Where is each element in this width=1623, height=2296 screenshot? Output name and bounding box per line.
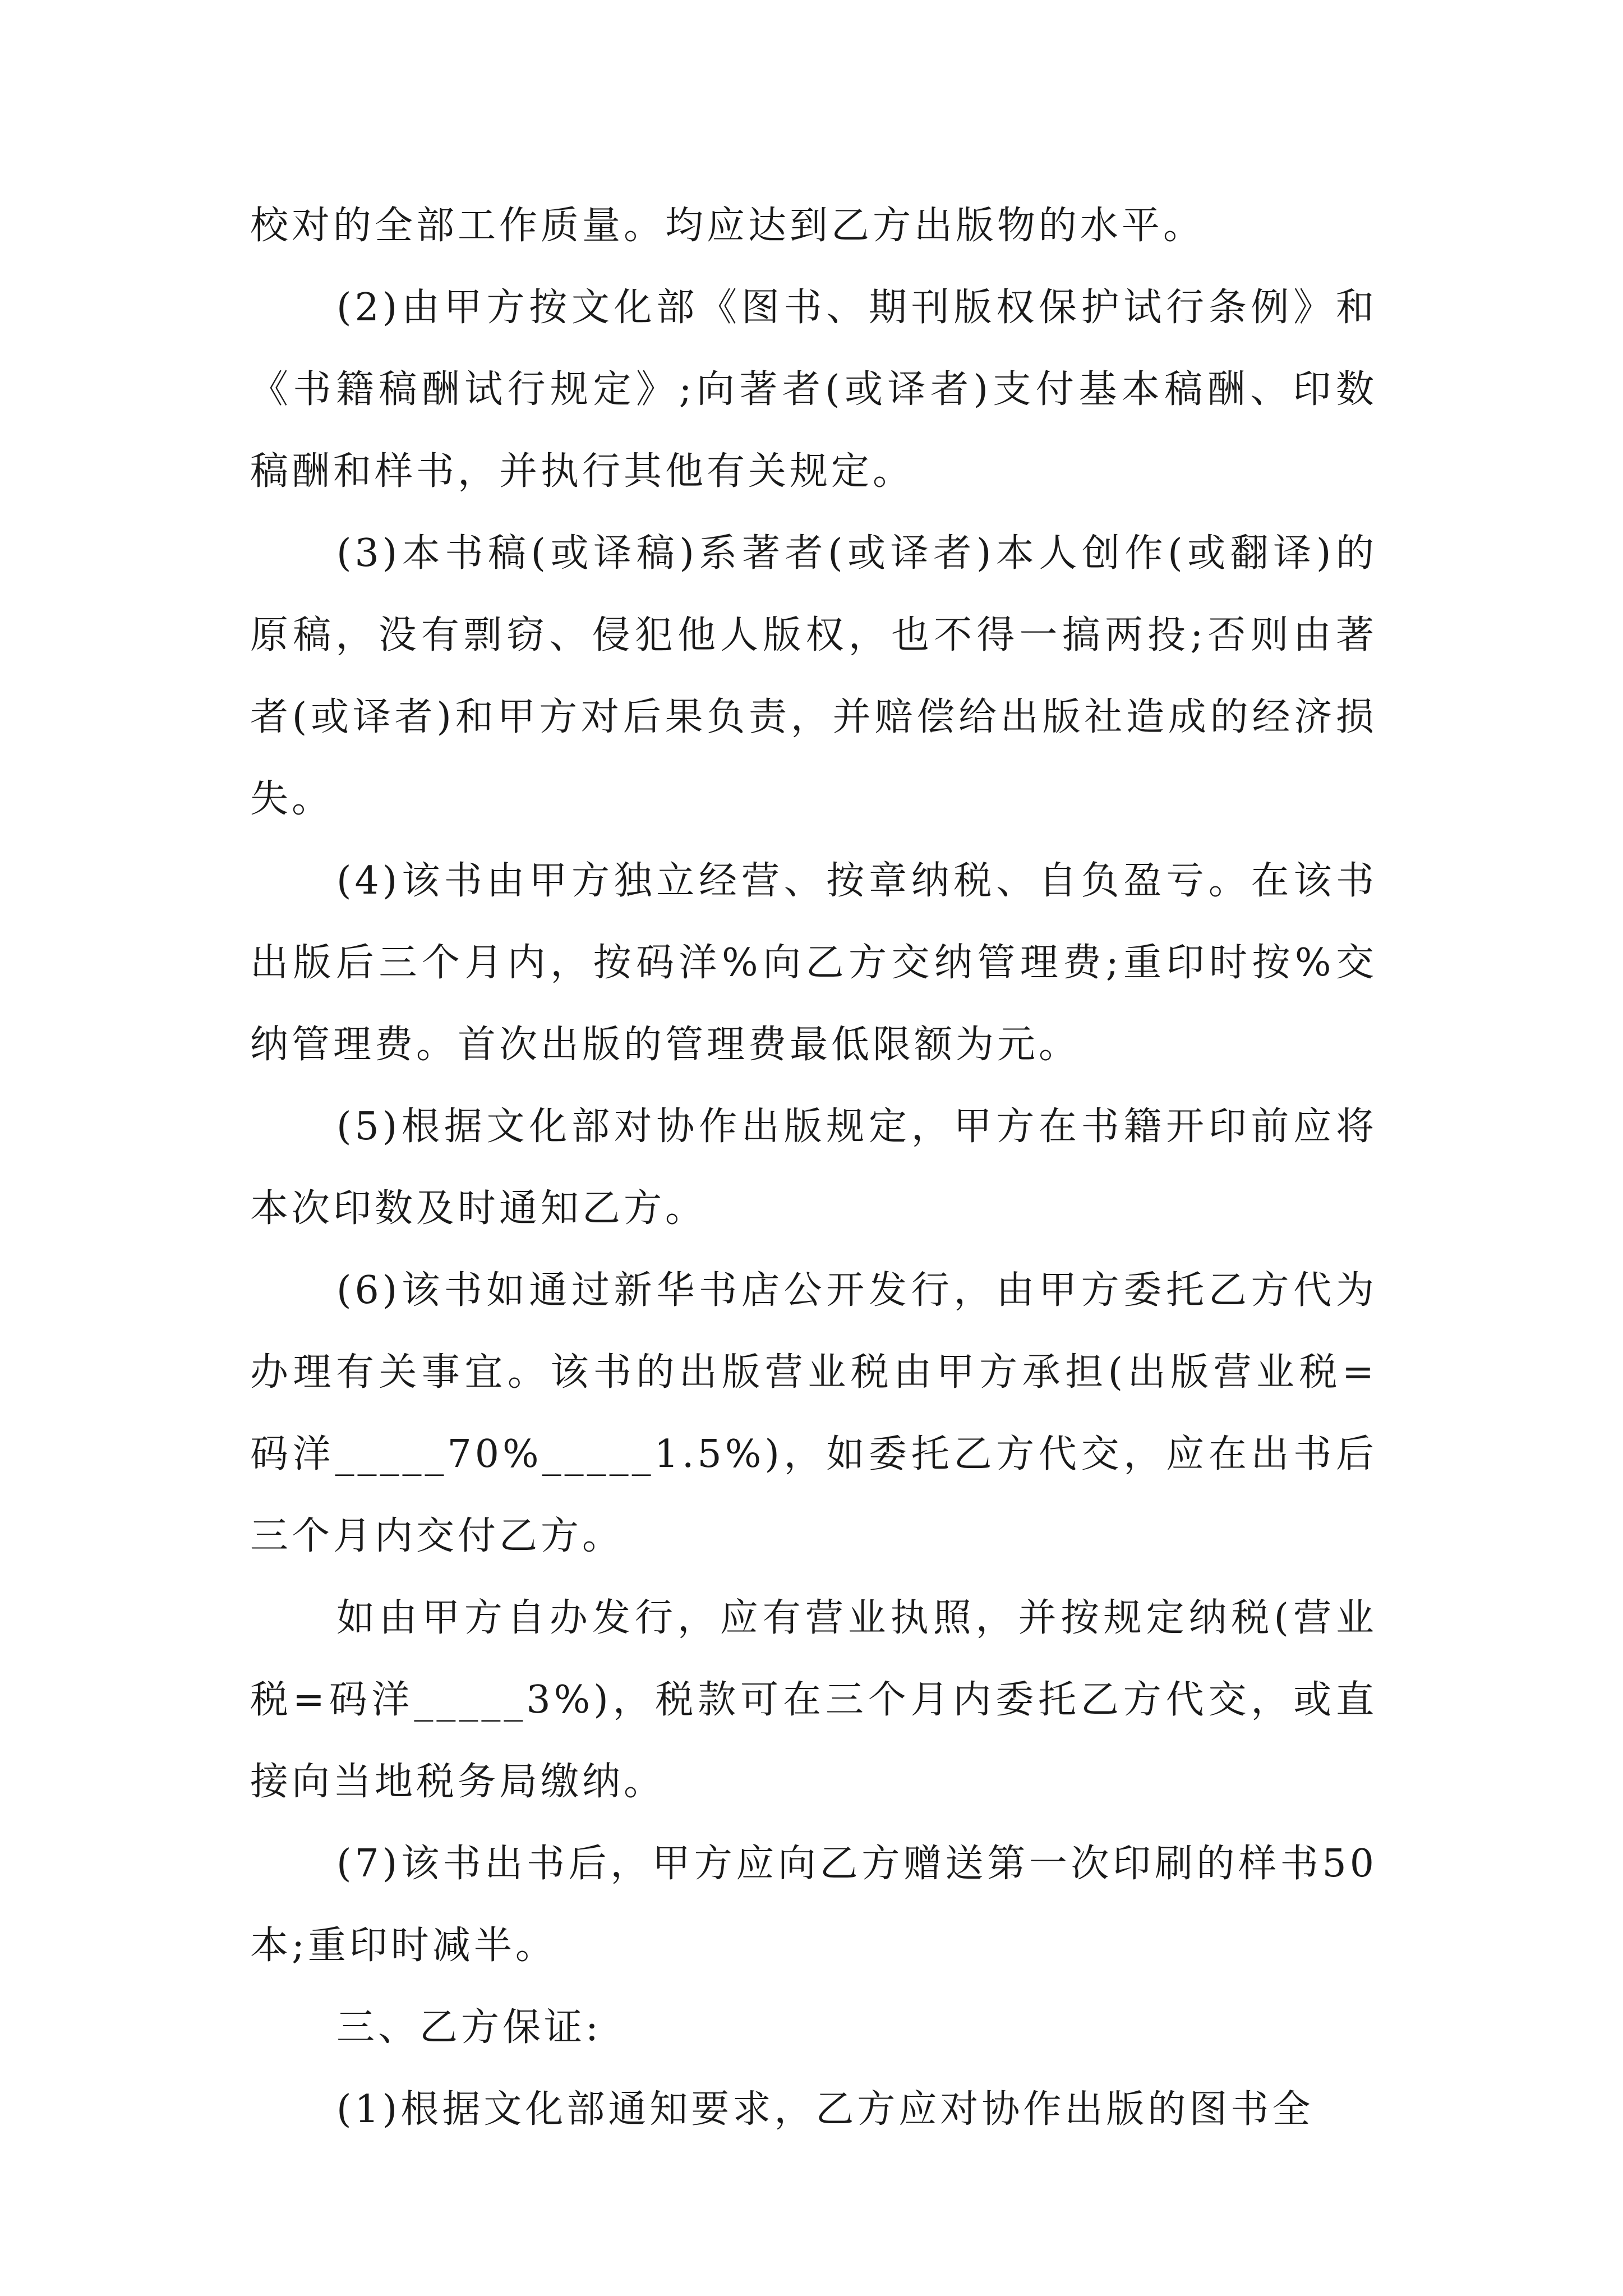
paragraph-clause-2: (2)由甲方按文化部《图书、期刊版权保护试行条例》和《书籍稿酬试行规定》;向著者(或译者)支付基本稿酬、印数稿酬和样书，并执行其他有关规定。 [250, 286, 1377, 494]
paragraph-clause-7: (7)该书出书后，甲方应向乙方赠送第一次印刷的样书50本;重印时减半。 [250, 1842, 1377, 1968]
section-heading-party-b: 三、乙方保证: [336, 2005, 602, 2050]
paragraph-self-distribution: 如由甲方自办发行，应有营业执照，并按规定纳税(营业税=码洋_____3%)，税款可在三个月内委托乙方代交，或直接向当地税务局缴纳。 [250, 1596, 1377, 1804]
document-body [250, 185, 1377, 2151]
paragraph-clause-4: (4)该书由甲方独立经营、按章纳税、自负盈亏。在该书出版后三个月内，按码洋%向乙方交纳管理费;重印时按%交纳管理费。首次出版的管理费最低限额为元。 [250, 859, 1377, 1067]
paragraph-clause-3: (3)本书稿(或译稿)系著者(或译者)本人创作(或翻译)的原稿，没有剽窃、侵犯他人版权，也不得一搞两投;否则由著者(或译者)和甲方对后果负责，并赔偿给出版社造成的经济损失。 [250, 531, 1377, 821]
paragraph-continuation: 校对的全部工作质量。均应达到乙方出版物的水平。 [250, 204, 1205, 248]
paragraph-clause-6: (6)该书如通过新华书店公开发行，由甲方委托乙方代为办理有关事宜。该书的出版营业税由甲方承担(出版营业税=码洋_____70%_____1.5%)，如委托乙方代交，应在出书后三个月内交付乙方。 [250, 1268, 1377, 1558]
paragraph-party-b-clause-1: (1)根据文化部通知要求，乙方应对协作出版的图书全 [336, 2087, 1314, 2132]
paragraph-clause-5: (5)根据文化部对协作出版规定，甲方在书籍开印前应将本次印数及时通知乙方。 [250, 1105, 1377, 1231]
